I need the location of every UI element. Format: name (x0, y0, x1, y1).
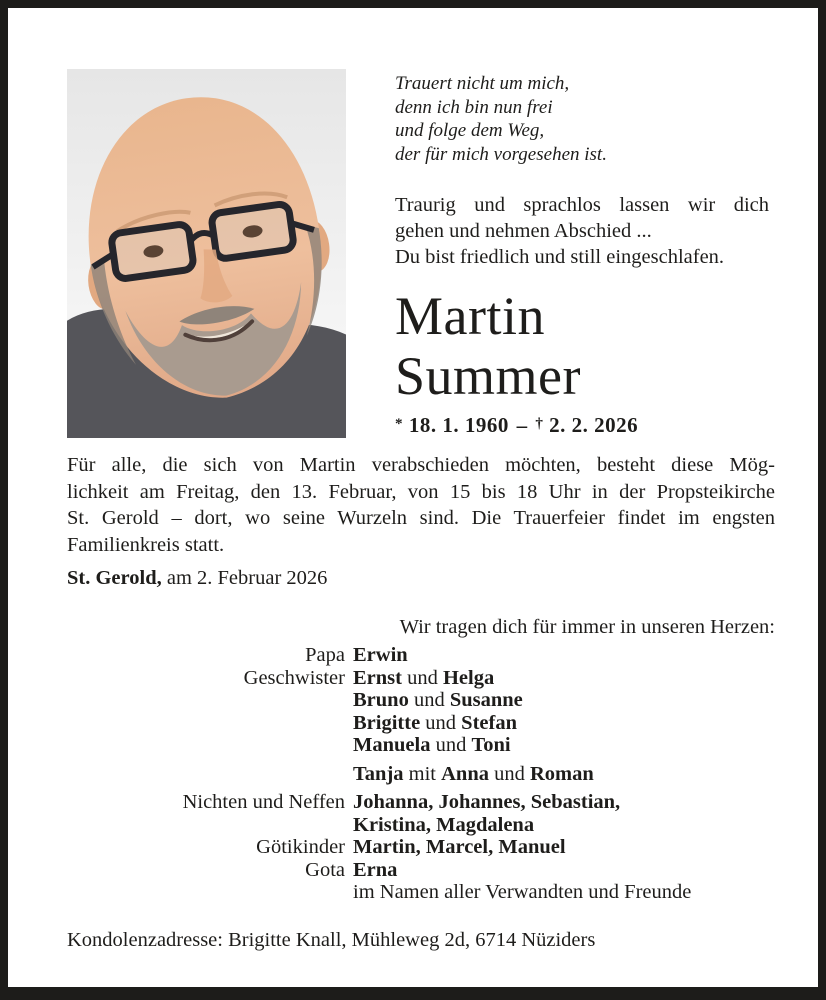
mourners-block (67, 614, 775, 904)
family-connector-text: und (408, 689, 450, 711)
family-row (67, 712, 775, 735)
funeral-announcement (67, 452, 775, 558)
family-role-label (67, 881, 345, 904)
family-member-name: Ernst (353, 666, 402, 689)
family-names (353, 881, 775, 904)
family-member-name: Susanne (449, 689, 523, 711)
obituary-card (8, 8, 818, 987)
family-names (353, 667, 775, 690)
family-role-label: Papa (305, 644, 345, 666)
family-row (67, 667, 775, 690)
funeral-announcement-line: St. Gerold – dort, wo seine Wurzeln sind. Die Trauerfeier findet im engsten (67, 507, 775, 529)
poem-verse-line: denn ich bin nun frei (395, 96, 553, 118)
family-role-label: Geschwister (243, 666, 345, 689)
portrait-photo (67, 69, 346, 438)
family-names (353, 734, 775, 757)
farewell-text-line: Du bist friedlich und still eingeschlafen. (395, 246, 725, 268)
place-date-line (67, 567, 327, 590)
family-member-name: Erna (353, 858, 398, 881)
farewell-text-line: gehen und nehmen Abschied ... (395, 220, 652, 242)
farewell-text-line: Traurig und sprachlos lassen wir dich (395, 194, 769, 216)
death-date: 2. 2. 2026 (549, 413, 639, 437)
death-symbol: † (535, 415, 544, 432)
family-role-label (67, 734, 345, 757)
family-role-label: Gota (305, 858, 345, 881)
family-member-name: Helga (442, 666, 495, 689)
family-row (67, 763, 775, 786)
family-row (67, 836, 775, 859)
family-role-label (67, 763, 345, 786)
closing-intro: Wir tragen dich für immer in unseren Herzen: (399, 616, 775, 638)
family-member-name: Brigitte (353, 711, 421, 734)
deceased-first-name: Martin (395, 286, 545, 346)
funeral-announcement-line: Familienkreis statt. (67, 533, 225, 556)
family-connector-text: und (430, 734, 472, 756)
dates-separator: – (516, 413, 528, 437)
portrait-illustration (67, 69, 346, 438)
funeral-announcement-line: Für alle, die sich von Martin verabschieden möchten, besteht diese Mög- (67, 454, 775, 476)
farewell-text (395, 192, 769, 270)
family-row (67, 814, 775, 837)
poem-verse-line: der für mich vorgesehen ist. (395, 143, 607, 165)
poem-verse (395, 72, 769, 166)
family-member-name: Martin, Marcel, Manuel (353, 836, 566, 858)
place-name: St. Gerold, (67, 567, 162, 589)
condolence-address: Kondolenzadresse: Brigitte Knall, Mühleweg 2d, 6714 Nüziders (67, 929, 596, 951)
family-row (67, 791, 775, 814)
family-names (353, 791, 775, 814)
family-member-name: Anna (441, 762, 489, 785)
family-member-name: Johanna, Johannes, Sebastian, (353, 791, 621, 813)
family-member-name: Erwin (353, 644, 408, 666)
place-date: am 2. Februar 2026 (161, 567, 328, 589)
family-member-name: Roman (529, 762, 594, 785)
family-member-name: Bruno (353, 689, 409, 711)
family-names (353, 814, 775, 837)
birth-symbol: * (395, 415, 404, 432)
family-row (67, 689, 775, 712)
family-row (67, 881, 775, 904)
deceased-last-name: Summer (395, 346, 581, 406)
header-text-column (395, 68, 769, 438)
family-names (353, 836, 775, 859)
family-member-name: Stefan (461, 711, 517, 734)
family-names (353, 763, 775, 786)
life-dates (395, 413, 769, 438)
family-row (67, 734, 775, 757)
family-role-label: Nichten und Neffen (182, 791, 345, 813)
family-names (353, 689, 775, 712)
family-member-name: Kristina, Magdalena (353, 813, 535, 836)
family-role-label (67, 689, 345, 712)
family-names (353, 859, 775, 882)
family-connector-text: im Namen aller Verwandten und Freunde (353, 881, 692, 903)
family-member-name: Manuela (353, 734, 431, 756)
birth-date: 18. 1. 1960 (408, 413, 509, 437)
family-row (67, 859, 775, 882)
deceased-name (395, 286, 769, 406)
poem-verse-line: Trauert nicht um mich, (395, 73, 570, 94)
family-member-name: Tanja (353, 762, 404, 785)
family-member-name: Toni (471, 734, 511, 756)
family-row (67, 644, 775, 667)
family-role-label: Götikinder (256, 836, 345, 858)
family-connector-text: und (420, 711, 462, 734)
poem-verse-line: und folge dem Weg, (395, 120, 545, 141)
family-names (353, 712, 775, 735)
family-connector-text: mit (403, 762, 442, 785)
funeral-announcement-line: lichkeit am Freitag, den 13. Februar, von 15 bis 18 Uhr in der Propsteikirche (67, 480, 775, 503)
family-names (353, 644, 775, 667)
family-list (67, 644, 775, 904)
family-connector-text: und (401, 666, 443, 689)
family-connector-text: und (488, 762, 530, 785)
family-role-label (67, 712, 345, 735)
family-role-label (67, 814, 345, 837)
